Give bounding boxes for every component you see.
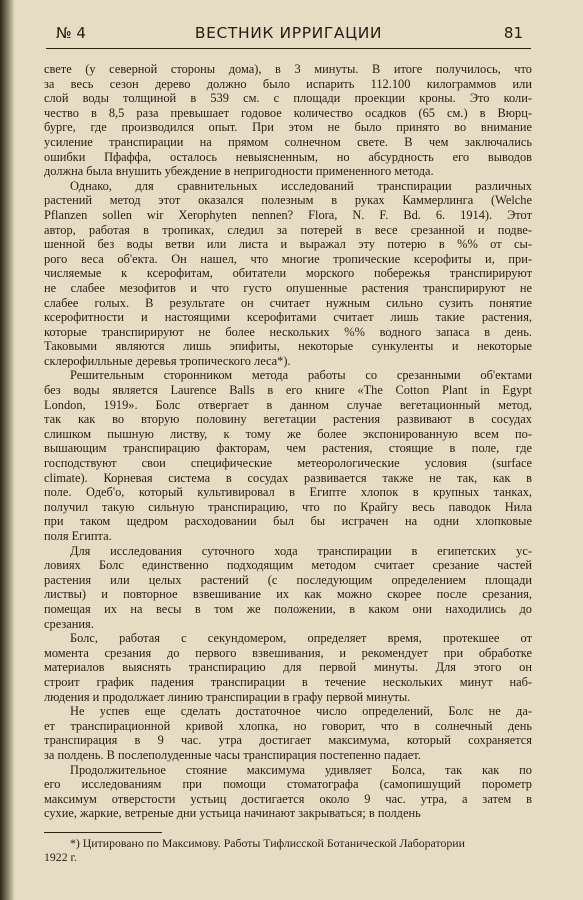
text-line: при таком щедром расходовании был бы исграчен на одни хлопковые bbox=[44, 514, 532, 529]
text-line: числяемые к ксерофитам, обитатели морского побережья транспирируют bbox=[44, 266, 532, 281]
text-line: ошибки Пфаффа, осталось невыясненным, но абсурдность его выводов bbox=[44, 149, 532, 164]
text-line: получил такую сильную транспирацию, что по Крайгу весь паводок Нила bbox=[44, 499, 532, 514]
text-line: слабее голых. В результате он считает нужным сильно сузить понятие bbox=[44, 295, 532, 310]
text-line: транспирация в 9 час. утра достигает максимума, который сохраняется bbox=[44, 733, 532, 748]
text-line: растения или целых растений (с последующим определением площади bbox=[44, 572, 532, 587]
text-line: помещая их на весы в том же положении, в каком они находились до bbox=[44, 601, 532, 616]
text-line: бурге, где производился опыт. При этом не было принято во внимание bbox=[44, 120, 532, 135]
text-line: строит график падения транспирации в течение нескольких минут наб- bbox=[44, 674, 532, 689]
text-line: материалов выяснять транспирацию для первой минуты. Для этого он bbox=[44, 660, 532, 675]
text-line: листвы) и повторное взвешивание их как можно скорее после срезания, bbox=[44, 587, 532, 602]
text-line: поля Египта. bbox=[44, 529, 112, 543]
text-line: людения и продолжает линию транспирации в графу первой минуты. bbox=[44, 689, 411, 704]
paragraph bbox=[44, 763, 532, 821]
text-line: Pflanzen sollen wir Xerophyten nennen? Flora, N. F. Bd. 6. 1914). Этот bbox=[44, 207, 532, 222]
text-line: слишком пышную листву, к тому же более экспонированную всем по- bbox=[44, 426, 532, 441]
footnote bbox=[44, 836, 532, 864]
paragraph bbox=[44, 62, 532, 179]
text-line: срезания. bbox=[44, 616, 94, 631]
issue-number: № 4 bbox=[56, 24, 86, 42]
text-line: автор, работая в тропиках, следил за потерей в весе срезанной и подве- bbox=[44, 222, 532, 237]
text-line: сухие, жаркие, ветреные дни устьица начинают закрываться; в полдень bbox=[44, 806, 421, 821]
text-line: ловиях Болс единственно подходящим методом считает срезание частей bbox=[44, 558, 532, 573]
text-line: поле. Одеб'о, который культивировал в Египте хлопок в крупных танках, bbox=[44, 485, 532, 500]
page-binding-shadow bbox=[0, 0, 14, 900]
paragraph bbox=[44, 704, 532, 762]
paragraph bbox=[44, 544, 532, 632]
text-line: рого веса об'екта. Он нашел, что многие тропические ксерофиты и, при- bbox=[44, 251, 532, 266]
article-body bbox=[44, 62, 532, 821]
text-line: без воды является Laurence Balls в его книге «The Cotton Plant in Egypt bbox=[44, 383, 532, 398]
text-line: London, 1919». Болс отвергает в данном случае вегетационный метод, bbox=[44, 397, 532, 412]
text-line: Болс, работая с секундомером, определяет время, протекшее от bbox=[70, 631, 532, 646]
paragraph bbox=[44, 631, 532, 704]
text-line: вышающим транспирацию факторам, чем растения, стоящие в поле, где bbox=[44, 441, 532, 456]
footnote-rule bbox=[44, 832, 162, 833]
page-number: 81 bbox=[503, 24, 523, 42]
text-line: ксерофитности и настоящими ксерофитами считает лишь такие растения, bbox=[44, 310, 532, 325]
text-line: Решительным сторонником метода работы со срезанными об'ектами bbox=[70, 368, 532, 383]
text-line: усиление транспирации на прямом солнечном свете. В чем заключались bbox=[44, 134, 532, 149]
text-line: Таковыми являются лишь эпифиты, некоторые сункуленты и некоторые bbox=[44, 339, 532, 354]
text-line: Для исследования суточного хода транспирации в египетских ус- bbox=[70, 543, 532, 558]
text-line: ет транспирационной кривой хлопка, но говорит, что в солнечный день bbox=[44, 718, 532, 733]
paragraph bbox=[44, 368, 532, 543]
text-line: так как во вторую половину вегетации растения развивают в сосудах bbox=[44, 412, 532, 427]
text-line: climate). Корневая система в сосудах развивается также не так, как в bbox=[44, 470, 532, 485]
text-line: склерофилльные деревья тропического леса*). bbox=[44, 353, 291, 368]
text-line: не слабее мезофитов и что густо опушенные растения транспирируют не bbox=[44, 280, 532, 295]
paragraph bbox=[44, 179, 532, 369]
running-header bbox=[46, 22, 531, 49]
text-line: Продолжительное стояние максимума удивляет Болса, так как по bbox=[70, 762, 532, 777]
text-line: должна была внушить убеждение в непригодности примененного метода. bbox=[44, 164, 434, 179]
text-line: момента срезания до первого взвешивания, и рекомендует при обработке bbox=[44, 645, 532, 660]
footnote-line: 1922 г. bbox=[44, 850, 77, 864]
text-line: его исследованиям при помощи стоматографа (самопишущий порометр bbox=[44, 777, 532, 792]
footnote-line: *) Цитировано по Максимову. Работы Тифлисской Ботанической Лаборатории bbox=[70, 836, 465, 850]
text-line: чество в 8,5 раза превышает годовое количество осадков (65 см.) в Вюрц- bbox=[44, 105, 532, 120]
text-line: Не успев еще сделать достаточное число определений, Болс не да- bbox=[70, 704, 532, 719]
text-line: шенной без воды ветви или листа и выражал эту потерю в %% от сы- bbox=[44, 237, 532, 252]
text-line: максимум отверстости устьиц достигается около 9 час. утра, а затем в bbox=[44, 791, 532, 806]
text-line: господствуют свои специфические метеорологические условия (surface bbox=[44, 456, 532, 471]
text-line: Однако, для сравнительных исследований транспирации различных bbox=[70, 178, 532, 193]
text-line: которые транспирируют не более нескольких %% водного запаса в день. bbox=[44, 324, 532, 339]
text-line: растений метод этот оказался полезным в руках Каммерлинга (Welche bbox=[44, 193, 532, 208]
text-line: свете (у северной стороны дома), в 3 минуты. В итоге получилось, что bbox=[44, 62, 532, 76]
text-line: за весь сезон дерево должно было испарить 112.100 килограммов или bbox=[44, 76, 532, 91]
text-line: за полдень. В послеполуденные часы транспирация постепенно падает. bbox=[44, 747, 421, 762]
text-line: слой воды толщиной в 539 см. с площади проекции кроны. Это коли- bbox=[44, 91, 532, 106]
journal-title: ВЕСТНИК ИРРИГАЦИИ bbox=[194, 24, 383, 42]
